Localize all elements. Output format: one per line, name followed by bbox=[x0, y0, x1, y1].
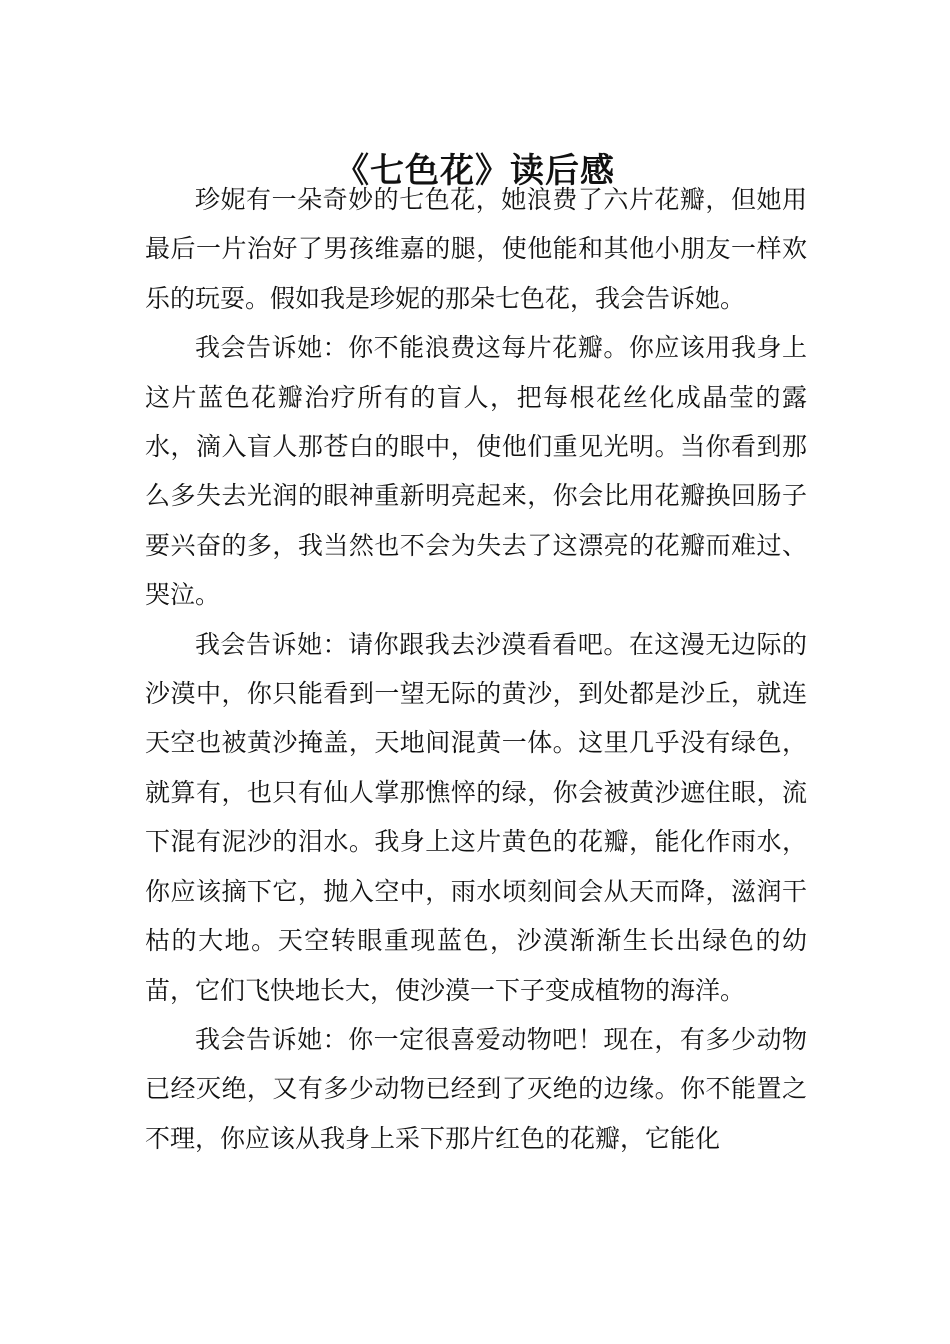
document-body bbox=[145, 175, 807, 1163]
paragraph-1: 珍妮有一朵奇妙的七色花，她浪费了六片花瓣，但她用最后一片治好了男孩维嘉的腿，使他能和其他小朋友一样欢乐的玩耍。假如我是珍妮的那朵七色花，我会告诉她。 bbox=[145, 185, 807, 313]
paragraph-4: 我会告诉她：你一定很喜爱动物吧！现在，有多少动物已经灭绝，又有多少动物已经到了灭绝的边缘。你不能置之不理，你应该从我身上采下那片红色的花瓣，它能化 bbox=[145, 1024, 807, 1153]
document-title: 《七色花》读后感 bbox=[335, 150, 615, 191]
paragraph-3: 我会告诉她：请你跟我去沙漠看看吧。在这漫无边际的沙漠中，你只能看到一望无际的黄沙，到处都是沙丘，就连天空也被黄沙掩盖，天地间混黄一体。这里几乎没有绿色，就算有，也只有仙人掌那憔悴的绿，你会被黄沙遮住眼，流下混有泥沙的泪水。我身上这片黄色的花瓣，能化作雨水，你应该摘下它，抛入空中，雨水顷刻间会从天而降，滋润干枯的大地。天空转眼重现蓝色，沙漠渐渐生长出绿色的幼苗，它们飞快地长大，使沙漠一下子变成植物的海洋。 bbox=[145, 629, 807, 1005]
paragraph-2: 我会告诉她：你不能浪费这每片花瓣。你应该用我身上这片蓝色花瓣治疗所有的盲人，把每根花丝化成晶莹的露水，滴入盲人那苍白的眼中，使他们重见光明。当你看到那么多失去光润的眼神重新明亮起来，你会比用花瓣换回肠子要兴奋的多，我当然也不会为失去了这漂亮的花瓣而难过、哭泣。 bbox=[145, 333, 807, 610]
